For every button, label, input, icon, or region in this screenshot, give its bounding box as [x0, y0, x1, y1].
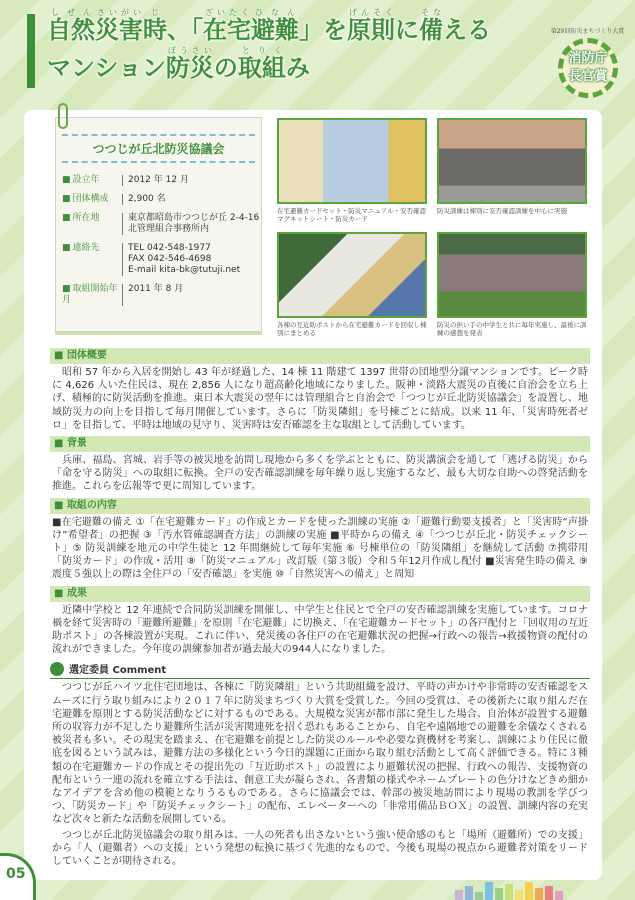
- info-row: [62, 213, 261, 235]
- award-line-1: 消防庁: [568, 51, 608, 66]
- comment-heading: [50, 661, 590, 679]
- section-heading-results: ■ 成果: [50, 586, 590, 602]
- info-label: ■ 連絡先: [62, 243, 120, 276]
- title-segment: える: [443, 16, 491, 44]
- info-value-line: TEL 042-548-1977: [128, 243, 211, 253]
- photo-students-drill: [437, 232, 587, 318]
- title-segment: み: [285, 54, 310, 82]
- section-heading-background: ■ 背景: [50, 436, 590, 452]
- title-segment: [143, 8, 167, 44]
- title-furigana: ひなん: [251, 8, 299, 17]
- section-heading-overview: ■ 団体概要: [50, 348, 590, 364]
- info-value: [122, 213, 259, 235]
- info-value: [122, 194, 166, 205]
- photo-card-collection: [277, 232, 427, 318]
- info-label: ■ 所在地: [62, 213, 120, 235]
- commenter-icon: [50, 662, 64, 676]
- title-kanji: 避難: [251, 16, 299, 44]
- title-furigana: ざいたく: [203, 8, 251, 17]
- title-segment: 」を: [299, 16, 347, 44]
- info-value-line: 2011 年 8 月: [128, 284, 184, 294]
- title-furigana: げんそく: [347, 8, 395, 17]
- photo-drill-crowd: [437, 118, 587, 204]
- city-skyline-decoration: [455, 882, 605, 900]
- info-value-line: 東京都昭島市つつじが丘 2-4-16: [128, 213, 260, 223]
- organization-info-card: [55, 117, 262, 332]
- award-line-2: 長官賞: [568, 69, 608, 84]
- title-segment: [95, 8, 143, 44]
- title-accent-bar: [27, 14, 35, 88]
- info-label: ■ 設立年: [62, 175, 120, 186]
- title-segment: に: [395, 16, 419, 44]
- title-segment: [237, 46, 286, 82]
- info-label: ■ 団体構成: [62, 194, 120, 205]
- photo-disaster-kit: [277, 118, 427, 204]
- title-furigana: とりく: [237, 46, 286, 55]
- title-kanji: 自然: [47, 16, 95, 44]
- title-furigana: しぜん: [47, 8, 95, 17]
- info-value: [122, 175, 189, 186]
- info-value: [122, 243, 240, 276]
- section-body-overview: 昭和 57 年から入居を開始し 43 年が経過した、14 棟 11 階建て 1397 世帯の団地型分譲マンションです。ピーク時に 4,626 人いた住民は、現在 2,856 人になり超高齢化地域になりました。阪神・淡路大震災の直後に自治会を立ち上げ、積極的に防災活動を推進。東日本大震災の翌年には管理組合と自治会で「つつじが丘北防災協議会」を設置し、地域防災力の向上を目指して毎月開催しています。さらに「防災隣組」を号棟ごとに結成。以来 11 年、「災害時死者ゼロ」を目指して、平時は地域の見守り、災害時は安否確認を主な取組として活動しています。: [52, 367, 588, 431]
- title-kanji: 防災: [165, 54, 214, 82]
- info-row: [62, 284, 261, 306]
- comment-heading-text: 選定委員 Comment: [69, 665, 167, 677]
- title-segment: [165, 46, 214, 82]
- info-value-line: 北管理組合事務所内: [128, 224, 210, 234]
- info-row: [62, 175, 261, 186]
- photo-caption: 防災訓練は棟別に安否確認訓練を中心に実施: [437, 207, 567, 215]
- organization-info: [62, 175, 261, 306]
- paperclip-icon: [58, 103, 68, 129]
- info-value-line: FAX 042-546-4698: [128, 254, 212, 264]
- title-line-1: [47, 8, 491, 46]
- page-title: [47, 8, 491, 84]
- title-kanji: 取組: [237, 54, 286, 82]
- award-rosette: [558, 38, 618, 98]
- photo-grid: [277, 118, 589, 340]
- info-value-line: E-mail kita-bk@tutuji.net: [128, 265, 241, 275]
- title-kanji: 在宅: [203, 16, 251, 44]
- article-body: [50, 344, 590, 868]
- title-segment: [47, 8, 95, 44]
- title-kanji: 災害: [95, 16, 143, 44]
- info-value-line: 2012 年 12 月: [128, 175, 189, 185]
- photo-caption: 防災の担い手の中学生と共に毎年実施し、最後に訓練の感想を発表: [437, 321, 587, 337]
- section-body-background: 兵庫、福島、宮城、岩手等の被災地を訪問し現地から多くを学ぶとともに、防災講演会を通して「逃げる防災」から「命を守る防災」への取組に転換。全戸の安否確認訓練を毎年繰り返し実施するなど、最も大切な自助への啓発活動を推進。これらを広報等で更に周知しています。: [52, 455, 588, 493]
- title-kanji: 備: [419, 16, 443, 44]
- photo-caption: 在宅避難カードセット・防災マニュアル・安否確認マグネットシート・防災カード: [277, 207, 427, 223]
- title-furigana: ぼうさい: [165, 46, 214, 55]
- section-body-activities: ■在宅避難の備え ①「在宅避難カード」の作成とカードを使った訓練の実施 ②「避難行動要支援者」と「災害時“声掛け”希望者」の把握 ③「汚水管確認調査方法」の訓練の実施 ■平時からの備え ④「つつじが丘北・防災チェックシート」⑤ 防災訓練を地元の中学生徒と 12 年間継続して毎年実施 ⑥ 号棟単位の「防災隣組」を継続して活動 ⑦携帯用「防災カード」の作成・活用 ⑧「防災マニュアル」改訂版（第３版）令和５年12月作成し配付 ■災害発生時の備え ⑨ 震度５強以上の際は全住戸の「安否確認」を実施 ⑩「自然災害への備え」と周知: [52, 516, 588, 581]
- title-furigana: そな: [419, 8, 443, 17]
- award-name: 第29回防災まちづくり大賞: [550, 28, 625, 35]
- comment-paragraph-1: つつじが丘ハイツ北住宅団地は、各棟に「防災隣組」という共助組織を設け、平時の声かけや非常時の安否確認をスムーズに行う取り組みにより２０１７年に防災まちづくり大賞を受賞した。今回の受賞は、その後新たに取り組んだ在宅避難を原則とする防災活動などに対するものである。大規模な災害が都市部に発生した場合、自治体が設置する避難所の収容力が不足したり避難所生活が災害関連死を招く恐れもあることから、自宅や遠隔地での避難を余儀なくされる被災者も多い。その現実を踏まえ、在宅避難を前提とした防災のルールや必要な資機材を考案し、訓練により住民に徹底を図るという試みは、避難方法の多様化という今日的課題に正面から取り組む活動として高く評価できる。特に３種類の在宅避難カードの作成とその提出先の「互近助ポスト」の設置により避難状況の把握、行政への報告、支援物資の配布という一連の流れを確立する手法は、創意工夫が凝らされ、各書類の様式やネームプレートの色分けなどきめ細かなアイデアを含め他の模範となりうるものである。さらに協議会では、幹部の被災地訪問により現場の教訓を学びつつ、「防災カード」や「防災チェックシート」の配布、エレベーターへの「非常用備品ＢＯＸ」の設置、訓練内容の充実など次々と新たな活動を展開している。: [52, 682, 588, 826]
- info-row: [62, 243, 261, 276]
- title-furigana: さいがい: [95, 8, 143, 17]
- info-row: [62, 194, 261, 205]
- section-heading-activities: ■ 取組の内容: [50, 498, 590, 514]
- section-body-results: 近隣中学校と 12 年連続で合同防災訓練を開催し、中学生と住民とで全戸の安否確認訓練を実施しています。コロナ禍を経て災害時の「避難所避難」を原則「在宅避難」に切換え、「在宅避難カードセット」の各戸配付と「回収用の互近助ポスト」の各棟設置が実現。これに伴い、発災後の各住戸の在宅避難状況の把握→行政への報告→救援物資の配付の流れができました。今年度の訓練参加者が過去最大の944人になりました。: [52, 604, 588, 656]
- title-segment: [203, 8, 251, 44]
- title-segment: [419, 8, 443, 44]
- info-value: [122, 284, 183, 306]
- title-furigana: じ: [143, 8, 167, 17]
- title-segment: [347, 8, 395, 44]
- title-line-2: [47, 46, 491, 84]
- info-value-line: 2,900 名: [128, 194, 166, 204]
- comment-paragraph-2: つつじが丘北防災協議会の取り組みは、一人の死者も出さないという強い使命感のもと「場所（避難所）での支援」から「人（避難者）への支援」という発想の転換に基づく先進的なもので、今後も現場の視点から避難者対策をリードしていくことが期待される。: [52, 829, 588, 868]
- title-segment: マンション: [47, 54, 166, 82]
- title-kanji: 時: [143, 16, 167, 44]
- title-segment: [251, 8, 299, 44]
- info-label: ■ 取組開始年月: [62, 284, 120, 306]
- organization-name: つつじが丘北防災協議会: [62, 134, 255, 163]
- page-number: 05: [0, 853, 36, 900]
- photo-caption: 各棟の互近助ポストから在宅避難カードを回収し棟別にまとめる: [277, 321, 427, 337]
- title-kanji: 原則: [347, 16, 395, 44]
- title-segment: の: [213, 54, 238, 82]
- title-segment: 、「: [167, 16, 203, 44]
